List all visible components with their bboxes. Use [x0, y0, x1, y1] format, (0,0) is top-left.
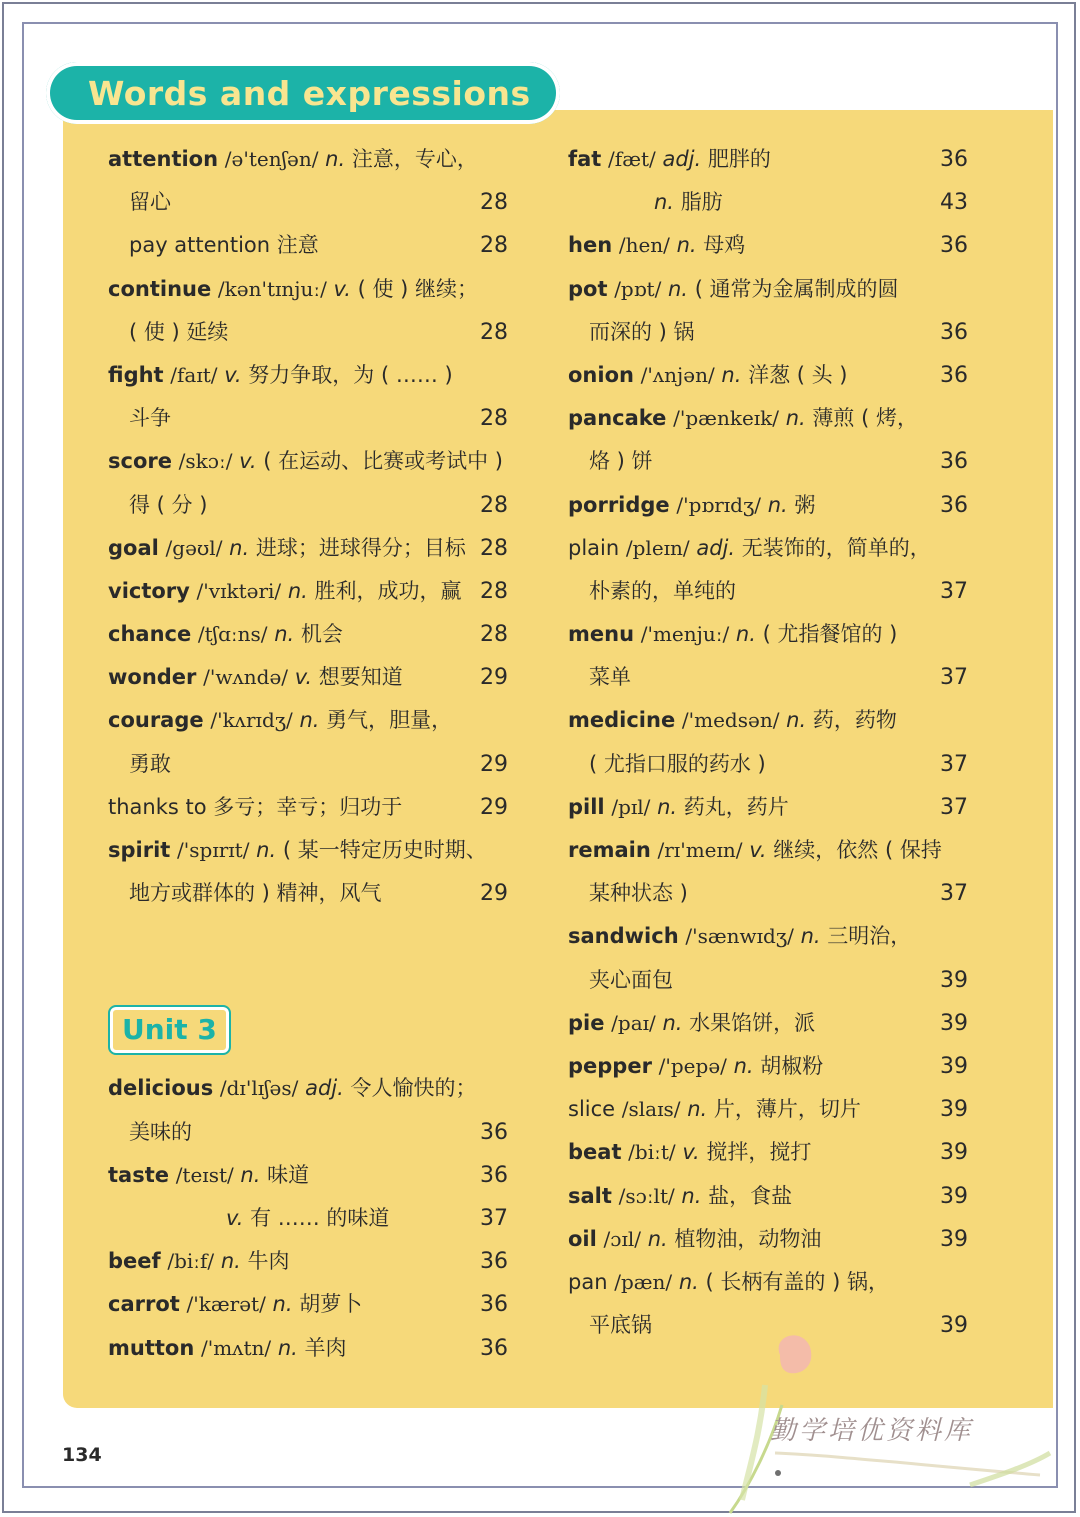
phonetic: /skɔː/	[178, 449, 233, 474]
phonetic: /kən'tɪnjuː/	[217, 276, 327, 301]
phonetic: /teɪst/	[175, 1162, 234, 1187]
phonetic: /pæn/	[614, 1269, 673, 1294]
part-of-speech: n.	[733, 1053, 754, 1078]
definition: 勇气，胆量，	[326, 708, 453, 733]
page-ref: 39	[940, 1010, 968, 1036]
page-ref: 29	[480, 751, 508, 777]
part-of-speech: n.	[668, 276, 688, 301]
page-ref: 36	[480, 1162, 508, 1188]
vocab-row	[568, 1218, 968, 1261]
page-ref: 36	[940, 449, 968, 475]
definition: 牛肉	[247, 1249, 290, 1274]
headword: menu	[568, 622, 635, 647]
definition: 留心	[129, 190, 171, 215]
definition: 有 …… 的味道	[250, 1205, 390, 1230]
phonetic: /rɪ'meɪn/	[657, 838, 743, 862]
page-ref: 28	[480, 622, 508, 648]
headword: onion	[568, 362, 634, 387]
vocab-row	[108, 354, 508, 397]
part-of-speech: n.	[287, 578, 308, 603]
headword: courage	[108, 708, 204, 733]
part-of-speech: n.	[786, 708, 807, 733]
vocab-row	[108, 829, 508, 872]
phrase: slice	[568, 1097, 616, 1122]
headword: taste	[108, 1162, 169, 1187]
headword: pepper	[568, 1053, 652, 1078]
watermark-text: 勤学培优资料库	[770, 1416, 974, 1446]
left-column	[108, 138, 508, 1370]
phonetic: /'wʌndə/	[203, 665, 289, 690]
vocab-row	[108, 1111, 508, 1154]
vocab-row	[108, 181, 508, 224]
headword: pill	[568, 794, 605, 819]
definition: 药丸，药片	[683, 794, 789, 819]
vocab-row	[108, 268, 508, 311]
part-of-speech: n.	[800, 924, 821, 949]
vocab-row	[568, 959, 968, 1002]
phonetic: /'menjuː/	[640, 622, 730, 647]
vocab-row	[568, 829, 968, 872]
headword: continue	[108, 276, 212, 301]
part-of-speech: adj.	[662, 147, 702, 171]
definition: 洋葱 ( 头 )	[748, 362, 848, 387]
part-of-speech: n.	[785, 406, 806, 431]
headword: goal	[108, 535, 159, 560]
definition: ( 长柄有盖的 ) 锅，	[705, 1269, 889, 1294]
page-ref: 37	[480, 1205, 508, 1231]
definition: 烙 ) 饼	[589, 449, 653, 474]
section-title: Words and expressions	[88, 73, 531, 113]
definition: 母鸡	[703, 233, 746, 258]
definition: 得 ( 分 )	[129, 492, 208, 517]
definition: 机会	[300, 622, 343, 647]
headword: medicine	[568, 708, 676, 733]
page-ref: 39	[940, 1313, 968, 1339]
part-of-speech: v.	[226, 1205, 244, 1230]
section-title-banner	[46, 62, 560, 124]
definition: 味道	[267, 1162, 310, 1187]
definition: 搅拌，搅打	[706, 1140, 812, 1165]
definition: ( 通常为金属制成的圆	[694, 276, 899, 301]
page-ref: 29	[480, 665, 508, 691]
page-ref: 37	[940, 751, 968, 777]
page-ref: 28	[480, 492, 508, 518]
headword: porridge	[568, 492, 670, 517]
vocab-row	[568, 1088, 968, 1131]
phonetic: /tʃɑːns/	[197, 622, 268, 647]
vocab-row	[568, 354, 968, 397]
vocab-row	[108, 224, 508, 267]
page-ref: 39	[940, 1183, 968, 1209]
headword: fat	[568, 147, 602, 171]
phonetic: /'pænkeɪk/	[673, 406, 780, 431]
headword: fight	[108, 362, 164, 387]
page-ref: 37	[940, 794, 968, 820]
definition: 水果馅饼，派	[689, 1010, 816, 1035]
page-ref: 29	[480, 794, 508, 820]
page-ref: 37	[940, 881, 968, 907]
phonetic: /pleɪn/	[625, 535, 690, 560]
phonetic: /'pepə/	[658, 1053, 727, 1078]
part-of-speech: n.	[325, 147, 346, 171]
definition: 肥胖的	[707, 147, 771, 171]
part-of-speech: n.	[229, 535, 250, 560]
phonetic: /'medsən/	[681, 708, 780, 733]
page-ref: 37	[940, 578, 968, 604]
vocab-row	[108, 613, 508, 656]
headword: mutton	[108, 1335, 195, 1360]
right-column	[568, 138, 968, 1347]
vocab-row	[108, 484, 508, 527]
phonetic: /'kʌrɪdʒ/	[210, 708, 293, 733]
part-of-speech: n.	[256, 838, 277, 862]
phonetic: /paɪ/	[611, 1010, 656, 1035]
vocab-row	[568, 743, 968, 786]
headword: spirit	[108, 838, 171, 862]
headword: score	[108, 449, 172, 474]
unit-label: Unit 3	[108, 1005, 231, 1055]
phonetic: /fæt/	[608, 147, 656, 171]
phonetic: /pɪl/	[611, 794, 651, 819]
part-of-speech: n.	[681, 1183, 702, 1208]
vocab-row	[568, 440, 968, 483]
vocab-row	[568, 268, 968, 311]
phonetic: /biːf/	[167, 1249, 215, 1274]
definition: 羊肉	[304, 1335, 347, 1360]
vocab-row	[108, 656, 508, 699]
headword: remain	[568, 838, 651, 862]
column-gap	[108, 915, 508, 1001]
definition: 植物油，动物油	[674, 1226, 822, 1251]
definition: 胜利，成功，赢	[314, 578, 462, 603]
definition: 进球；进球得分；目标	[255, 535, 466, 560]
definition: 胡椒粉	[760, 1053, 824, 1078]
part-of-speech: n.	[277, 1335, 298, 1360]
headword: pancake	[568, 406, 667, 431]
definition: 盐，食盐	[708, 1183, 793, 1208]
part-of-speech: n.	[767, 492, 788, 517]
vocab-row	[108, 1240, 508, 1283]
page-ref: 28	[480, 319, 508, 345]
page-ref: 36	[940, 147, 968, 172]
vocab-row	[108, 699, 508, 742]
headword: chance	[108, 622, 192, 647]
vocab-row	[108, 138, 508, 181]
part-of-speech: n.	[678, 1269, 699, 1294]
vocab-row	[568, 1175, 968, 1218]
vocab-row	[108, 743, 508, 786]
page-ref: 36	[940, 492, 968, 518]
headword: wonder	[108, 665, 197, 690]
vocab-row	[568, 872, 968, 915]
page-ref: 36	[480, 1249, 508, 1275]
definition: 夹心面包	[589, 967, 673, 992]
page-ref: 39	[940, 1053, 968, 1079]
headword: hen	[568, 233, 613, 258]
definition: ( 使 ) 延续	[129, 319, 229, 344]
vocab-row	[568, 613, 968, 656]
phonetic: /ə'tenʃən/	[224, 147, 319, 171]
part-of-speech: v.	[294, 665, 313, 690]
phonetic: /dɪ'lɪʃəs/	[219, 1076, 299, 1101]
phonetic: /faɪt/	[170, 362, 218, 387]
part-of-speech: n.	[676, 233, 697, 258]
vocab-row	[108, 1154, 508, 1197]
phonetic: /'kærət/	[186, 1292, 266, 1317]
part-of-speech: n.	[220, 1249, 241, 1274]
definition: 继续，依然 ( 保持	[773, 838, 942, 862]
definition: 注意，专心，	[351, 147, 478, 171]
definition: ( 某一特定历史时期、	[282, 838, 487, 862]
part-of-speech: v.	[333, 276, 351, 301]
part-of-speech: adj.	[305, 1076, 344, 1101]
vocab-row	[108, 397, 508, 440]
phonetic: /'spɪrɪt/	[177, 838, 250, 862]
headword: delicious	[108, 1076, 214, 1101]
phrase: pay attention	[129, 233, 271, 258]
vocab-row	[108, 311, 508, 354]
page-ref: 28	[480, 535, 508, 561]
definition: 而深的 ) 锅	[589, 319, 695, 344]
definition: 薄煎 ( 烤，	[812, 406, 918, 431]
part-of-speech: n.	[240, 1162, 261, 1187]
page-ref: 36	[480, 1335, 508, 1361]
page-ref: 28	[480, 190, 508, 216]
part-of-speech: v.	[224, 362, 242, 387]
phonetic: /'sænwɪdʒ/	[685, 924, 794, 949]
phrase: plain	[568, 535, 620, 560]
vocab-row	[568, 915, 968, 958]
page-ref: 37	[940, 665, 968, 691]
definition: ( 尤指餐馆的 )	[762, 622, 898, 647]
part-of-speech: v.	[682, 1140, 700, 1165]
part-of-speech: n.	[647, 1226, 668, 1251]
page-ref: 28	[480, 578, 508, 604]
headword: beef	[108, 1249, 161, 1274]
page-ref: 36	[940, 362, 968, 388]
vocab-row	[568, 224, 968, 267]
definition: 胡萝卜	[299, 1292, 363, 1317]
page-ref: 39	[940, 1140, 968, 1166]
vocab-row	[568, 1045, 968, 1088]
definition: ( 在运动、比赛或考试中 )	[263, 449, 503, 474]
part-of-speech: n.	[687, 1097, 708, 1122]
definition: 三明治，	[827, 924, 912, 949]
vocab-row	[108, 1197, 508, 1240]
page-ref: 36	[940, 233, 968, 259]
headword: sandwich	[568, 924, 679, 949]
definition: 多亏；幸亏；归功于	[213, 794, 403, 819]
definition: 药，药物	[812, 708, 897, 733]
page-ref: 29	[480, 881, 508, 907]
vocab-row	[568, 786, 968, 829]
part-of-speech: adj.	[696, 535, 736, 560]
page-ref: 36	[480, 1292, 508, 1318]
definition: 令人愉快的；	[350, 1076, 477, 1101]
vocab-row	[108, 1067, 508, 1110]
part-of-speech: n.	[274, 622, 295, 647]
page-ref: 36	[940, 319, 968, 345]
definition: 勇敢	[129, 751, 171, 776]
vocab-row	[568, 1002, 968, 1045]
page-ref: 28	[480, 233, 508, 259]
part-of-speech: n.	[657, 794, 678, 819]
headword: pie	[568, 1010, 605, 1035]
definition: 斗争	[129, 406, 171, 431]
page-ref: 39	[940, 1226, 968, 1252]
vocab-row	[108, 786, 508, 829]
part-of-speech: n.	[654, 190, 674, 215]
part-of-speech: n.	[299, 708, 320, 733]
part-of-speech: n.	[735, 622, 756, 647]
definition: 努力争取，为 ( …… )	[248, 362, 453, 387]
headword: attention	[108, 147, 219, 171]
vocab-row	[568, 1261, 968, 1304]
phonetic: /sɔːlt/	[618, 1183, 675, 1208]
definition: 粥	[794, 492, 816, 517]
page-ref: 39	[940, 1097, 968, 1123]
vocab-row	[568, 699, 968, 742]
vocab-row	[568, 656, 968, 699]
definition: 某种状态 )	[589, 881, 688, 906]
phonetic: /gəʊl/	[165, 535, 223, 560]
definition: 无装饰的，简单的，	[741, 535, 931, 560]
definition: 菜单	[589, 665, 631, 690]
definition: 脂肪	[680, 190, 723, 215]
page-ref: 39	[940, 967, 968, 993]
part-of-speech: v.	[239, 449, 257, 474]
phonetic: /ɔɪl/	[603, 1226, 641, 1251]
page-ref: 28	[480, 406, 508, 432]
vocab-row	[568, 1131, 968, 1174]
definition: 平底锅	[589, 1313, 652, 1338]
definition: 注意	[276, 233, 319, 258]
phonetic: /'vɪktəri/	[196, 578, 282, 603]
vocab-row	[568, 484, 968, 527]
vocab-row	[568, 311, 968, 354]
page-number: 134	[62, 1444, 102, 1466]
vocab-row	[108, 440, 508, 483]
phonetic: /'ʌnjən/	[640, 362, 715, 387]
vocab-row	[108, 1327, 508, 1370]
definition: ( 尤指口服的药水 )	[589, 751, 766, 776]
phonetic: /biːt/	[628, 1140, 676, 1165]
phonetic: /hen/	[618, 233, 670, 258]
vocab-row	[108, 527, 508, 570]
headword: pot	[568, 276, 608, 301]
headword: salt	[568, 1183, 612, 1208]
headword: beat	[568, 1140, 622, 1165]
vocab-row	[568, 397, 968, 440]
vocab-row	[568, 527, 968, 570]
definition: 想要知道	[318, 665, 403, 690]
definition: 地方或群体的 ) 精神，风气	[129, 881, 382, 906]
headword: oil	[568, 1226, 597, 1251]
definition: 朴素的，单纯的	[589, 578, 736, 603]
headword: victory	[108, 578, 190, 603]
part-of-speech: n.	[721, 362, 742, 387]
phrase: pan	[568, 1269, 608, 1294]
part-of-speech: n.	[272, 1292, 293, 1317]
phonetic: /slaɪs/	[621, 1097, 681, 1122]
vocab-row	[568, 138, 968, 181]
definition: 美味的	[129, 1119, 192, 1144]
vocab-row	[568, 570, 968, 613]
phonetic: /pɒt/	[614, 276, 662, 301]
definition: ( 使 ) 继续；	[357, 276, 479, 301]
part-of-speech: n.	[662, 1010, 683, 1035]
phrase: thanks to	[108, 794, 207, 819]
phonetic: /'pɒrɪdʒ/	[676, 492, 762, 517]
vocab-row	[108, 872, 508, 915]
headword: carrot	[108, 1292, 180, 1317]
vocab-row	[568, 181, 968, 224]
part-of-speech: v.	[749, 838, 767, 862]
vocab-row	[108, 1283, 508, 1326]
definition: 片，薄片，切片	[713, 1097, 861, 1122]
phonetic: /'mʌtn/	[200, 1335, 272, 1360]
vocab-row	[108, 570, 508, 613]
page-ref: 43	[940, 190, 968, 216]
page-ref: 36	[480, 1119, 508, 1145]
